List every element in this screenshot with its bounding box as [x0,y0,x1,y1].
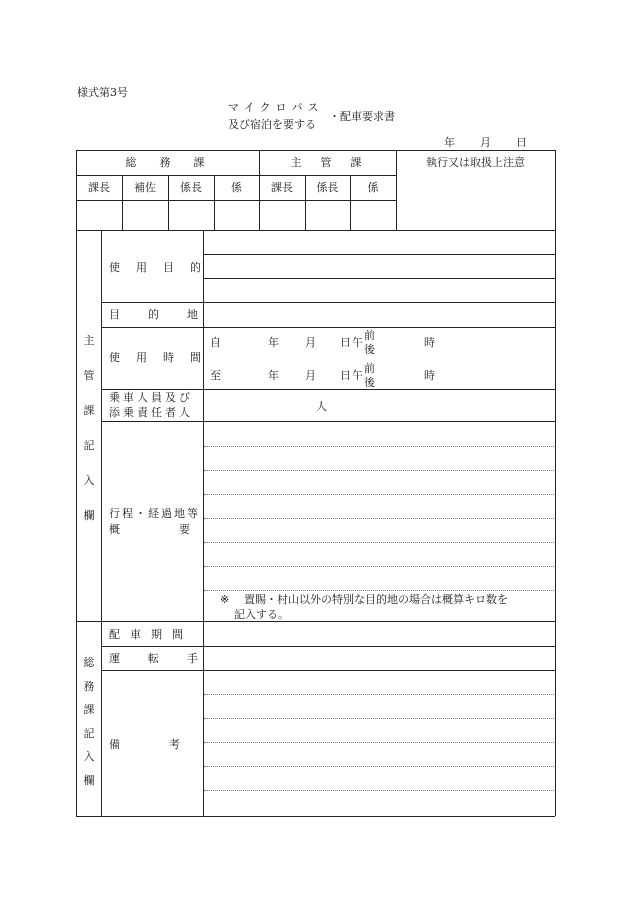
from-hour: 時 [424,336,435,349]
header-notes-column: 執行又は取扱上注意 [426,156,525,169]
approver-label: 係 [231,181,242,194]
person-unit: 人 [316,400,327,413]
dotted-line [204,766,554,767]
grid-line [76,230,555,231]
to-label: 至 [210,369,221,382]
title-line2: 及び宿泊を要する [228,118,316,131]
to-pm: 後 [364,376,375,389]
from-month: 月 [305,336,316,349]
date-day: 日 [516,136,527,149]
dotted-line [204,566,554,567]
note-line1: 置賜・村山以外の特別な目的地の場合は概算キロ数を [244,593,508,606]
to-month: 月 [305,369,316,382]
approver-label: 係長 [316,181,339,194]
passengers-label-line1: 乗車人員及び [109,391,193,404]
dotted-line [204,718,554,719]
dotted-line [204,790,554,791]
dotted-line [204,518,554,519]
remarks-label: 備 考 [109,738,184,751]
dotted-line [204,742,554,743]
from-year: 年 [268,336,279,349]
header-supervising: 主 管 課 [290,156,366,169]
table-border [555,150,556,816]
grid-line [101,327,555,328]
grid-line [101,646,555,647]
note-mark: ※ [220,593,230,606]
dotted-line [204,446,554,447]
title-line1: マイクロバス [228,101,324,114]
dotted-line [204,590,554,591]
grid-line [101,302,555,303]
dotted-line [204,470,554,471]
grid-line [76,175,396,176]
dotted-line [204,494,554,495]
supervising-side-label: 主 管 課 記 入 欄 [83,334,95,522]
table-border [76,150,555,151]
from-label: 自 [210,336,221,349]
date-month: 月 [480,136,491,149]
to-year: 年 [268,369,279,382]
grid-line [203,278,555,279]
date-year: 年 [444,136,455,149]
dotted-line [204,694,554,695]
table-border [76,150,77,816]
grid-line [203,254,555,255]
note-line2: 記入する。 [234,608,289,621]
approver-label: 課長 [271,181,293,194]
general-side-label: 総 務 課 記 入 欄 [83,656,95,787]
destination-label: 目的地 [109,308,226,321]
approver-label: 課長 [88,181,110,194]
itinerary-label-line2: 概 要 [109,523,193,536]
from-am: 前 [364,329,375,342]
dotted-line [204,542,554,543]
approver-label: 補佐 [134,181,156,194]
usage-time-label: 使用時間 [109,351,217,364]
to-day: 日 [340,369,351,382]
from-ampm: 午 [352,336,363,349]
to-hour: 時 [424,369,435,382]
grid-line [101,230,102,816]
purpose-label: 使用目的 [109,261,217,274]
approver-label: 係 [367,181,379,194]
dispatch-period-label: 配車期間 [109,628,193,641]
from-day: 日 [340,336,351,349]
itinerary-label-line1: 行程・経過地等 [109,507,200,520]
form-number: 様式第3号 [77,86,128,99]
table-border [76,816,555,817]
title-suffix: ・配車要求書 [329,110,395,123]
grid-line [101,670,555,671]
driver-label: 運転手 [109,652,226,665]
header-general-affairs: 総 務 課 [125,156,211,169]
grid-line [101,421,555,422]
from-pm: 後 [364,343,375,356]
grid-line [76,200,396,201]
to-am: 前 [364,362,375,375]
grid-line [101,389,555,390]
grid-line [76,621,555,622]
passengers-label-line2: 添乗責任者人 [109,406,193,419]
to-ampm: 午 [352,369,363,382]
approver-label: 係長 [180,181,202,194]
